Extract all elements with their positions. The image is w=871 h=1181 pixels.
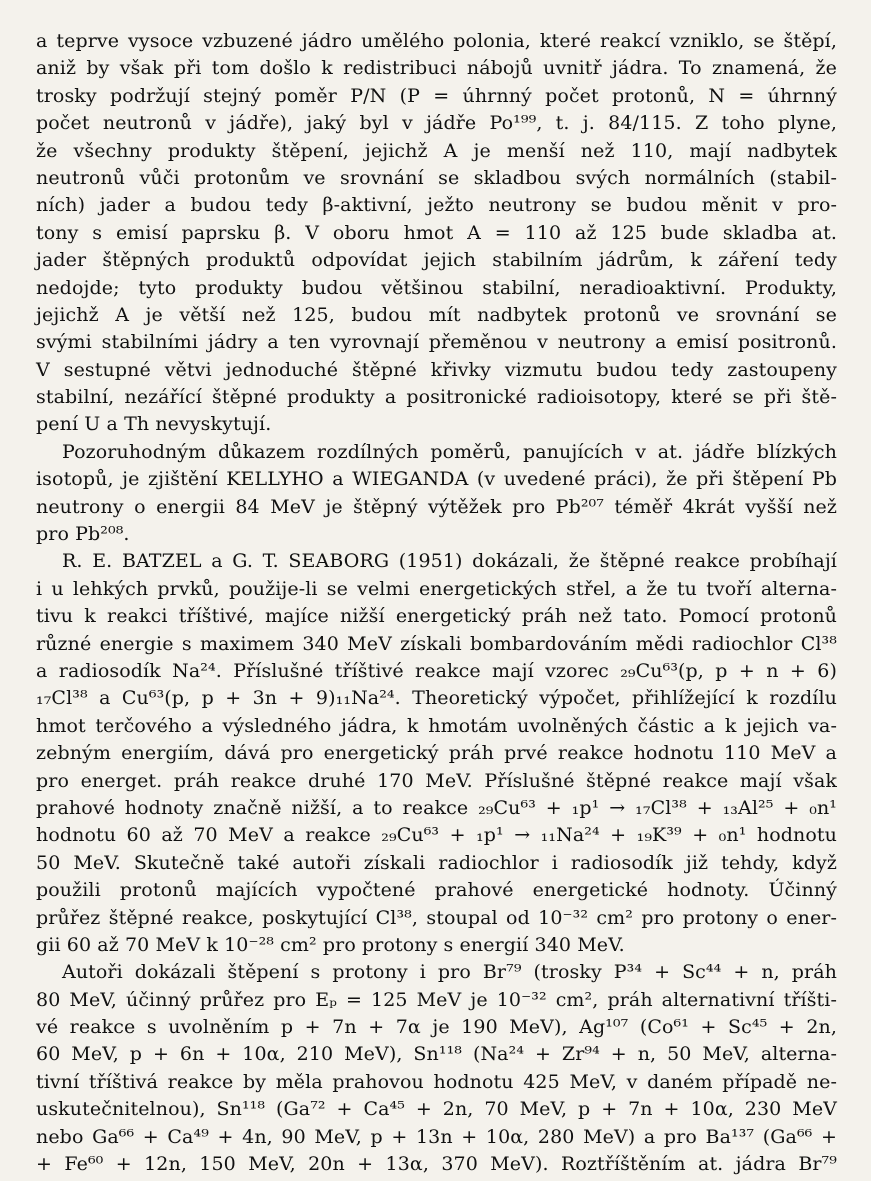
text-line: prahové hodnoty značně nižší, a to reakce ₂₉Cu⁶³ + ₁p¹ → ₁₇Cl³⁸ + ₁₃Al²⁵ + ₀n¹ (36, 796, 837, 819)
text-line: ₁₇Cl³⁸ a Cu⁶³(p, p + 3n + 9)₁₁Na²⁴. Theoretický výpočet, přihlížející k rozdílu (36, 687, 837, 710)
text-line: hodnotu 60 až 70 MeV a reakce ₂₉Cu⁶³ + ₁p¹ → ₁₁Na²⁴ + ₁₉K³⁹ + ₀n¹ hodnotu (36, 824, 837, 847)
text-line: uskutečnitelnou), Sn¹¹⁸ (Ga⁷² + Ca⁴⁵ + 2n, 70 MeV, p + 7n + 10α, 230 MeV (36, 1098, 837, 1121)
text-line: neutronů vůči protonům ve srovnání se skladbou svých normálních (stabil- (36, 166, 837, 189)
text-line: i u lehkých prvků, použije-li se velmi energetických střel, a že tu tvoří alterna- (36, 577, 837, 600)
text-line: R. E. BATZEL a G. T. SEABORG (1951) dokázali, že štěpné reakce probíhají (62, 550, 837, 573)
text-line: Autoři dokázali štěpení s protony i pro Br⁷⁹ (trosky P³⁴ + Sc⁴⁴ + n, práh (62, 961, 837, 984)
text-line: jader štěpných produktů odpovídat jejich stabilním jádrům, k záření tedy (36, 249, 837, 272)
text-line: že všechny produkty štěpení, jejichž A je menší než 110, mají nadbytek (36, 139, 837, 162)
text-line: 80 MeV, účinný průřez pro Eₚ = 125 MeV je 10⁻³² cm², práh alternativní tříšti- (36, 988, 837, 1011)
text-line: a teprve vysoce vzbuzené jádro umělého polonia, které reakcí vzniklo, se štěpí, (36, 30, 837, 52)
text-line: tivu k reakci tříštivé, majíce nižší energetický práh než tato. Pomocí protonů (36, 605, 837, 628)
text-line: V sestupné větvi jednoduché štěpné křivky vizmutu budou tedy zastoupeny (36, 358, 837, 381)
text-line: pro Pb²⁰⁸. (36, 523, 130, 546)
text-line: isotopů, je zjištění KELLYHO a WIEGANDA (v uvedené práci), že při štěpení Pb (36, 468, 837, 491)
text-line: tivní tříštivá reakce by měla prahovou hodnotu 425 MeV, v daném případě ne- (36, 1070, 837, 1093)
text-line: pení U a Th nevyskytují. (36, 413, 272, 436)
text-line: nebo Ga⁶⁶ + Ca⁴⁹ + 4n, 90 MeV, p + 13n + 10α, 280 MeV) a pro Ba¹³⁷ (Ga⁶⁶ + (36, 1125, 837, 1148)
text-line: průřez štěpné reakce, poskytující Cl³⁸, stoupal od 10⁻³² cm² pro protony o ener- (36, 906, 837, 929)
text-line: aniž by však při tom došlo k redistribuci nábojů uvnitř jádra. To znamená, že (36, 57, 837, 80)
text-line: a radiosodík Na²⁴. Příslušné tříštivé reakce mají vzorec ₂₉Cu⁶³(p, p + n + 6) (36, 659, 837, 682)
text-line: ních) jader a budou tedy β-aktivní, ježto neutrony se budou měnit v pro- (36, 194, 837, 217)
text-line: různé energie s maximem 340 MeV získali bombardováním mědi radiochlor Cl³⁸ (36, 632, 837, 655)
text-line: Pozoruhodným důkazem rozdílných poměrů, panujících v at. jádře blízkých (62, 440, 837, 463)
text-line: jejichž A je větší než 125, budou mít nadbytek protonů ve srovnání se (36, 303, 837, 326)
text-line: 60 MeV, p + 6n + 10α, 210 MeV), Sn¹¹⁸ (Na²⁴ + Zr⁹⁴ + n, 50 MeV, alterna- (36, 1043, 837, 1066)
text-line: počet neutronů v jádře), jaký byl v jádře Po¹⁹⁹, t. j. 84/115. Z toho plyne, (36, 112, 837, 135)
text-line: použili protonů majících vypočtené prahové energetické hodnoty. Účinný (36, 879, 837, 902)
text-line: zebným energiím, dává pro energetický práh prvé reakce hodnotu 110 MeV a (36, 742, 837, 765)
text-line: svými stabilními jádry a ten vyrovnají přeměnou v neutrony a emisí positronů. (36, 331, 837, 354)
text-line: nedojde; tyto produkty budou většinou stabilní, neradioaktivní. Produkty, (36, 276, 837, 299)
text-line: stabilní, nezářící štěpné produkty a positronické radioisotopy, které se při ště- (36, 386, 837, 409)
text-line: hmot terčového a výsledného jádra, k hmotám uvolněných částic a k jejich va- (36, 714, 837, 737)
text-line: pro energet. práh reakce druhé 170 MeV. Příslušné štěpné reakce mají však (36, 769, 837, 792)
text-line: 50 MeV. Skutečně také autoři získali radiochlor i radiosodík již tehdy, když (36, 851, 837, 874)
text-line: neutrony o energii 84 MeV je štěpný výtěžek pro Pb²⁰⁷ téměř 4krát vyšší než (36, 495, 837, 518)
text-line: + Fe⁶⁰ + 12n, 150 MeV, 20n + 13α, 370 MeV). Roztříštěním at. jádra Br⁷⁹ (36, 1153, 837, 1176)
text-line: vé reakce s uvolněním p + 7n + 7α je 190 MeV), Ag¹⁰⁷ (Co⁶¹ + Sc⁴⁵ + 2n, (36, 1016, 837, 1039)
text-line: trosky podržují stejný poměr P/N (P = úhrnný počet protonů, N = úhrnný (36, 84, 837, 107)
text-line: gii 60 až 70 MeV k 10⁻²⁸ cm² pro protony s energií 340 MeV. (36, 933, 625, 956)
text-line: tony s emisí paprsku β. V oboru hmot A = 110 až 125 bude skladba at. (36, 221, 837, 244)
